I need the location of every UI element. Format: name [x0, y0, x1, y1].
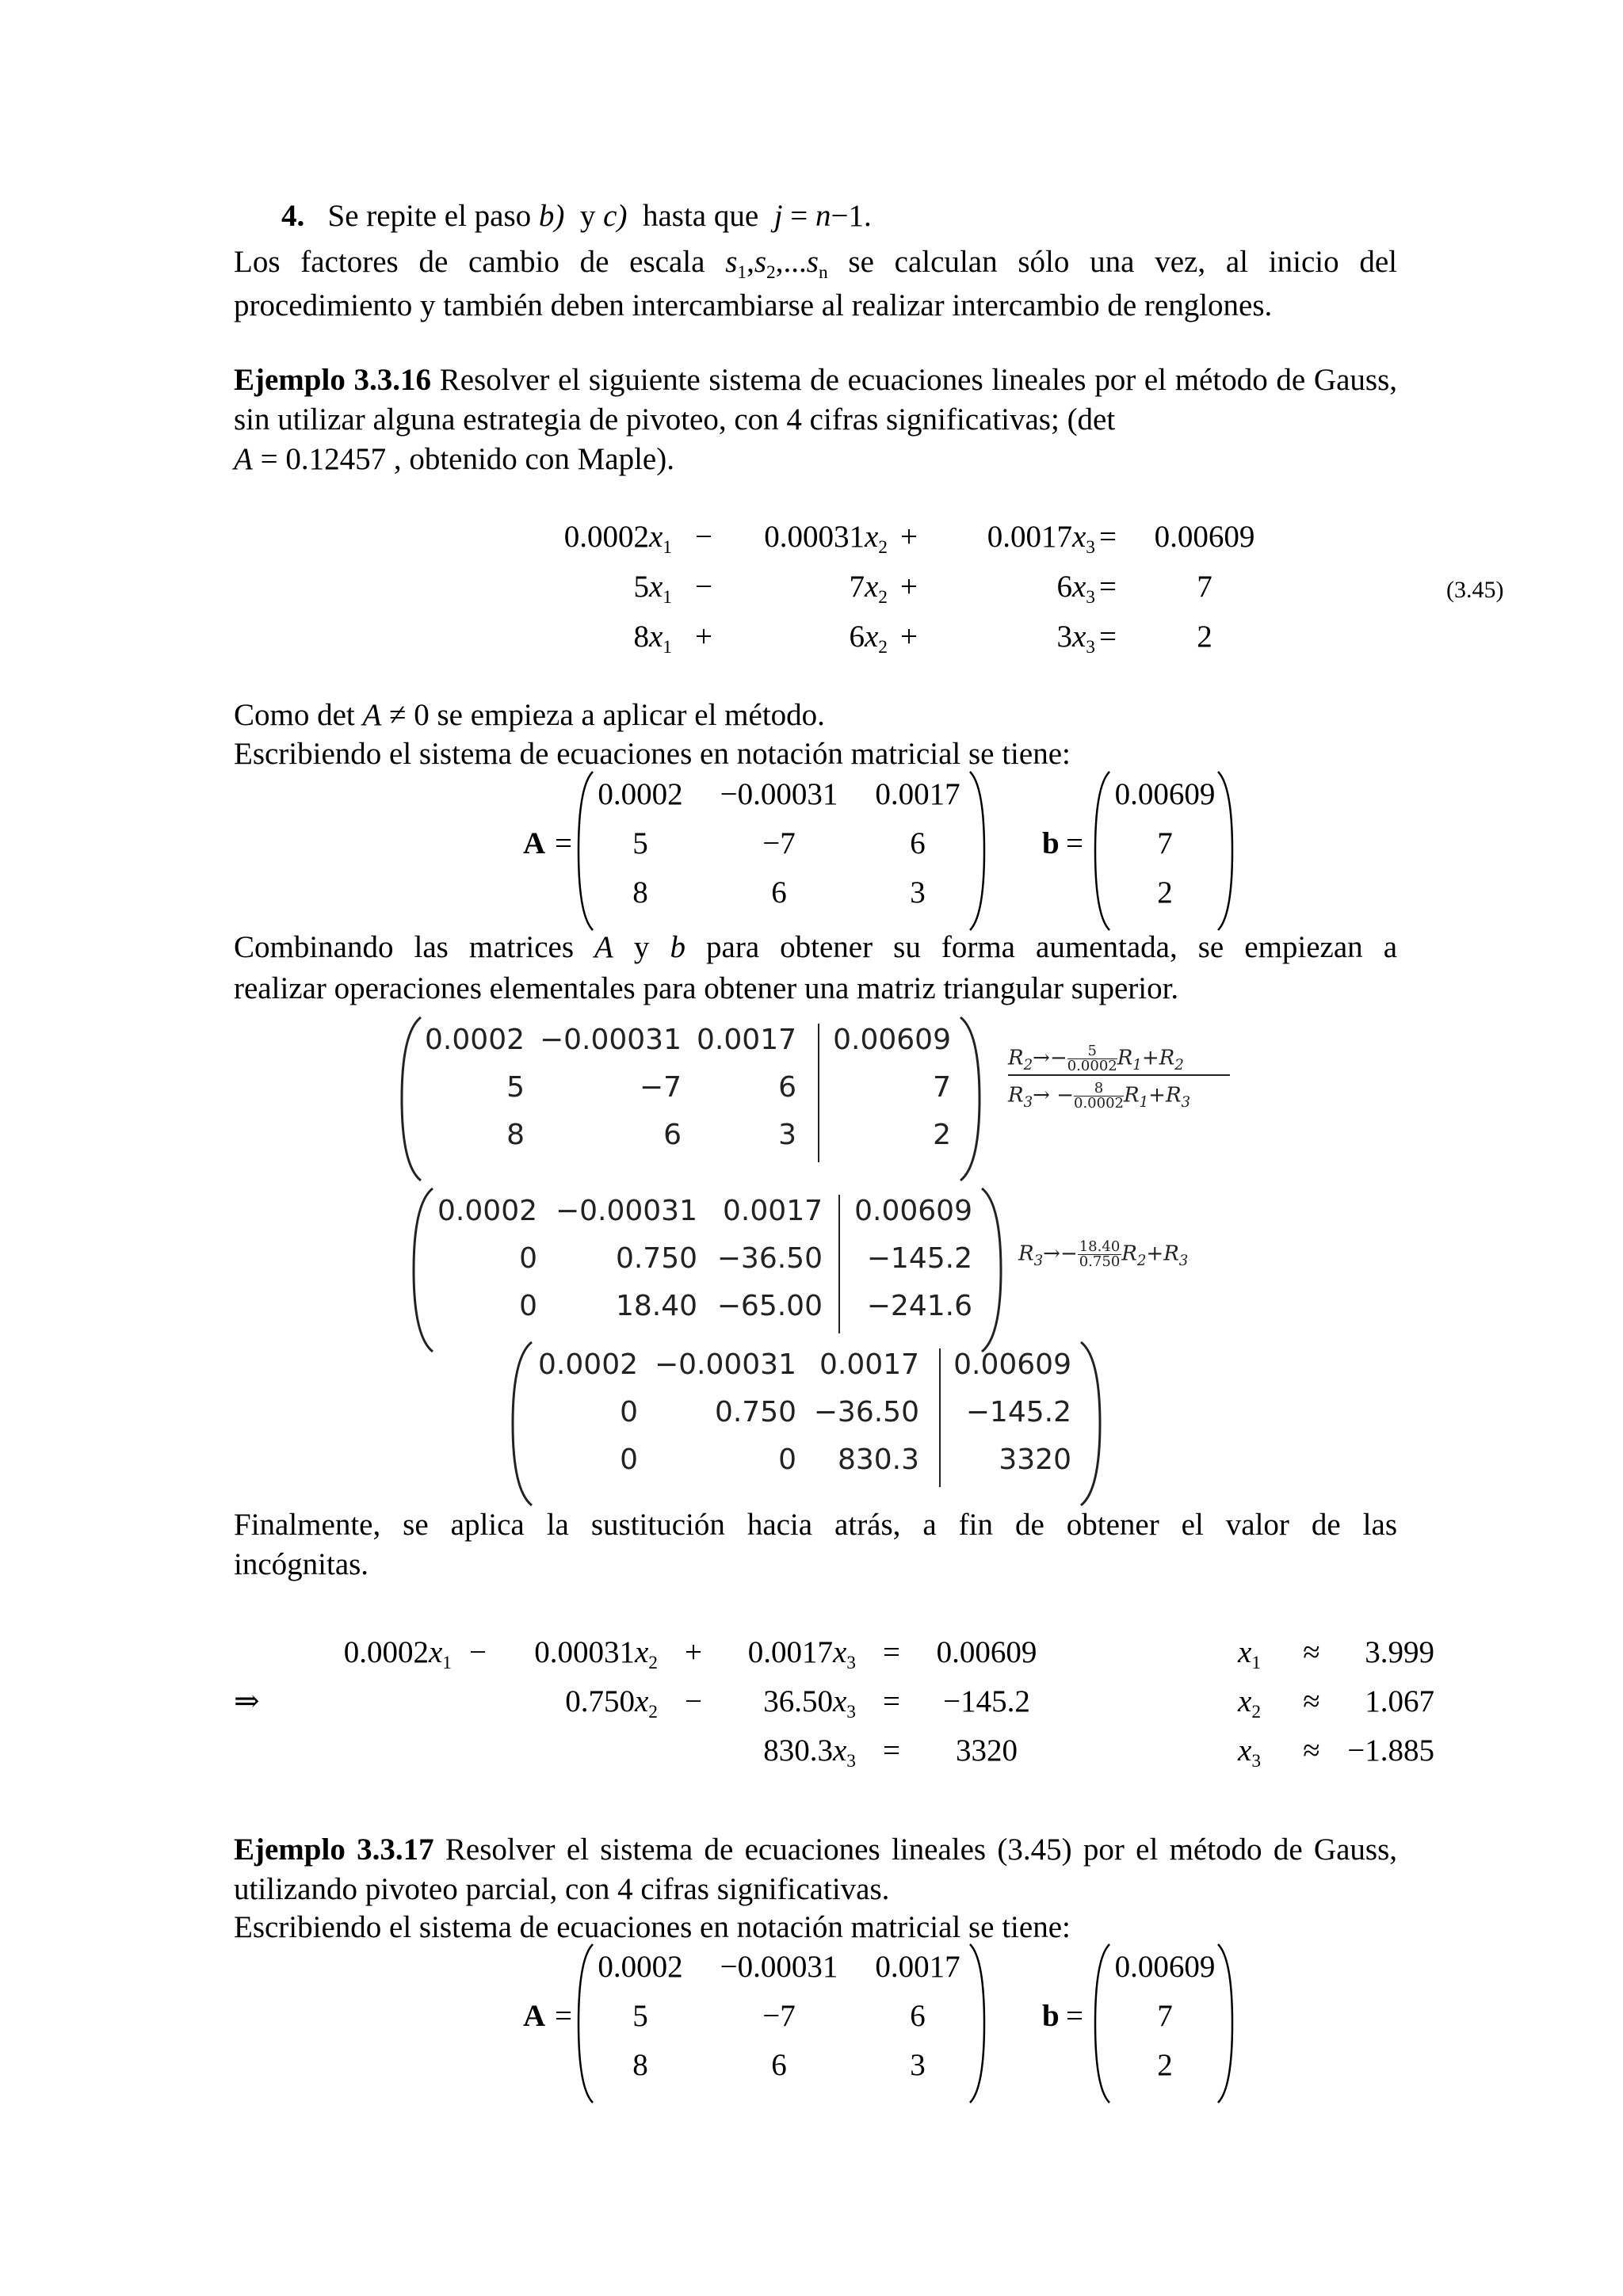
comb-and: y: [633, 930, 650, 964]
var-x: x: [832, 1635, 847, 1669]
var-x: x: [648, 570, 663, 604]
comb-text-b: para obtener su forma aumentada, se empiezan a: [706, 930, 1398, 964]
var-s1: s: [725, 245, 738, 279]
subscript: 1: [1251, 1653, 1262, 1674]
combinando-paragraph: [234, 927, 1397, 1009]
para1-line2: procedimiento y también deben intercambiarse al realizar intercambio de renglones.: [234, 288, 1273, 322]
coef: 7: [849, 570, 865, 604]
R: R: [1008, 1083, 1024, 1108]
subscript: 2: [648, 1653, 658, 1674]
equation-label: (3.45): [1446, 577, 1504, 603]
aug-cell: −65.00: [716, 1290, 823, 1322]
var-x: x: [1071, 520, 1086, 554]
rhs: 0.00609: [936, 1635, 1037, 1669]
R: R: [1121, 1241, 1137, 1266]
equals: =: [883, 1684, 900, 1718]
escribiendo-line: Escribiendo el sistema de ecuaciones en notación matricial se tiene:: [234, 737, 1071, 771]
var-A: A: [234, 442, 253, 476]
step-text: Se repite el paso: [327, 199, 532, 233]
aug-cell: 0: [620, 1444, 638, 1476]
var-j: j: [773, 199, 783, 233]
coef: 0.00031: [764, 520, 865, 554]
sub: 2: [1136, 1252, 1147, 1269]
aug-cell: 0.0017: [723, 1195, 823, 1227]
right-paren: [980, 1187, 1002, 1353]
coef: 0.0017: [747, 1635, 833, 1669]
como-det-line: [234, 697, 825, 733]
coef: 0.0002: [563, 520, 649, 554]
R: R: [1163, 1241, 1179, 1266]
step-number: 4.: [281, 199, 305, 233]
vector-cell: 2: [1157, 2048, 1173, 2082]
subscript: 2: [878, 587, 888, 608]
como-text-b: se empieza a aplicar el método.: [437, 698, 825, 732]
step-4-line: [281, 194, 872, 238]
comma: ,: [747, 245, 754, 279]
example-3-3-17: [234, 1830, 1397, 1909]
matrix-cell: 0.0002: [598, 777, 683, 811]
comb-text-a: Combinando las matrices: [234, 930, 574, 964]
not-equal-zero: ≠ 0: [389, 698, 430, 732]
var-b: b: [670, 930, 685, 964]
aug-cell: −0.00031: [555, 1195, 697, 1227]
sub: 3: [1181, 1093, 1191, 1111]
approx: ≈: [1303, 1635, 1320, 1669]
solution-var: [1238, 1684, 1262, 1723]
aug-cell: 0.750: [714, 1396, 796, 1428]
matrix-cell: 6: [910, 1999, 926, 2033]
subscript: 3: [1086, 637, 1095, 658]
matrix-cell: 0.0002: [598, 1950, 683, 1984]
aug-cell: 0.0002: [425, 1024, 525, 1056]
example-label: Ejemplo 3.3.17: [234, 1833, 434, 1867]
para1-text-a: Los factores de cambio de escala: [234, 245, 705, 279]
matrix-cell: −0.00031: [720, 777, 838, 811]
matrix-cell: 6: [771, 2048, 787, 2082]
aug-cell: 0.0017: [819, 1348, 919, 1381]
aug-cell: −0.00031: [654, 1348, 796, 1381]
sub-n: n: [818, 262, 828, 284]
coef: 0.750: [565, 1684, 635, 1718]
fin-line2: incógnitas.: [234, 1547, 369, 1581]
right-paren: [1216, 1943, 1234, 2104]
subscript: 2: [1251, 1702, 1262, 1723]
step-ref-b: b): [538, 199, 565, 233]
subscript: 3: [1251, 1751, 1262, 1772]
subscript: 3: [1086, 537, 1095, 559]
R: R: [1117, 1046, 1133, 1070]
solution-var: [1238, 1733, 1262, 1772]
matrix-cell: 6: [910, 826, 926, 860]
operator: +: [900, 570, 918, 604]
aug-cell: −145.2: [965, 1396, 1071, 1428]
sub: 3: [1033, 1252, 1044, 1269]
subscript: 3: [846, 1653, 856, 1674]
coef: 5: [633, 570, 649, 604]
aug-cell: −145.2: [866, 1242, 972, 1275]
operator: −: [695, 520, 712, 554]
system-term: [713, 519, 888, 559]
system-term: [713, 619, 888, 658]
fin-line1: Finalmente, se aplica la sustitución hacia atrás, a fin de obtener el valor de las: [234, 1508, 1397, 1542]
vector-cell: 0.00609: [1114, 1950, 1216, 1984]
var-x: x: [648, 520, 663, 554]
operator: +: [900, 520, 918, 554]
equals: =: [1099, 520, 1117, 554]
augment-bar: [939, 1348, 941, 1487]
subscript: 1: [663, 537, 672, 559]
back-term: [507, 1634, 658, 1674]
sub-2: 2: [766, 262, 776, 284]
rhs: 3320: [956, 1733, 1018, 1768]
var-n: n: [815, 199, 831, 233]
coef: 0.0002: [343, 1635, 429, 1669]
matrix-cell: −7: [762, 1999, 796, 2033]
aug-cell: 0: [519, 1242, 537, 1275]
arrow: →−: [1033, 1046, 1067, 1070]
R: R: [1018, 1241, 1034, 1266]
aug-cell: 7: [933, 1071, 951, 1104]
back-term: [313, 1634, 452, 1674]
sub: 1: [1139, 1093, 1149, 1111]
operator: −: [695, 570, 712, 604]
system-term: [927, 569, 1095, 608]
var-x: x: [1071, 570, 1086, 604]
scale-factors-paragraph: [234, 240, 1397, 327]
coef: 0.0017: [987, 520, 1072, 554]
denominator: 0.0002: [1074, 1095, 1124, 1112]
example-3-3-16: [234, 360, 1397, 479]
fraction: [1067, 1044, 1117, 1074]
subscript: 3: [846, 1702, 856, 1723]
arrow: → −: [1033, 1083, 1074, 1108]
R: R: [1008, 1046, 1024, 1070]
var-x: x: [832, 1733, 847, 1768]
var-x: x: [1238, 1733, 1252, 1768]
matrix-A-label: A: [523, 826, 546, 860]
back-term: [721, 1684, 856, 1723]
aug-cell: 5: [506, 1071, 525, 1104]
back-term: [721, 1634, 856, 1674]
solution-value: −1.885: [1347, 1733, 1434, 1768]
subscript: 2: [878, 637, 888, 658]
equals: =: [1099, 570, 1117, 604]
row-op-line: [1008, 1044, 1190, 1074]
matrix-cell: 5: [632, 1999, 648, 2033]
aug-cell: −0.00031: [539, 1024, 682, 1056]
right-paren: [968, 770, 986, 932]
vector-b-label: b: [1042, 826, 1060, 860]
numerator: 18.40: [1079, 1238, 1121, 1255]
aug-cell: 2: [933, 1119, 951, 1151]
var-A: A: [594, 930, 613, 964]
aug-cell: 6: [663, 1119, 682, 1151]
var-x: x: [832, 1684, 847, 1718]
vector-cell: 2: [1157, 875, 1173, 910]
var-x: x: [428, 1635, 443, 1669]
var-x: x: [864, 620, 879, 654]
denominator: 0.750: [1079, 1253, 1121, 1270]
rhs: 2: [1197, 620, 1212, 654]
subscript: 1: [442, 1653, 452, 1674]
example-text: Resolver el sistema de ecuaciones lineales (3.45) por el método de Gauss, utilizando pivoteo parcial, con 4 cifras significativas.: [234, 1833, 1398, 1906]
system-term: [927, 519, 1095, 559]
aug-cell: 8: [506, 1119, 525, 1151]
coef: 6: [1056, 570, 1072, 604]
subscript: 1: [663, 587, 672, 608]
right-paren: [1216, 770, 1234, 932]
vector-cell: 7: [1157, 826, 1173, 860]
arrow-line: [1008, 1074, 1230, 1076]
aug-cell: 3320: [999, 1444, 1071, 1476]
system-term: [713, 569, 888, 608]
fraction: [1074, 1081, 1124, 1111]
var-sn: s: [806, 245, 819, 279]
plus: +: [1146, 1241, 1164, 1266]
aug-cell: 0.00609: [833, 1024, 951, 1056]
aug-cell: 0.00609: [854, 1195, 972, 1227]
sub: 2: [1174, 1056, 1184, 1074]
plus: +: [1141, 1046, 1159, 1070]
aug-cell: −241.6: [866, 1290, 972, 1322]
arrow: →−: [1043, 1241, 1078, 1266]
equals: =: [555, 826, 572, 860]
step-ref-c: c): [603, 199, 628, 233]
back-term: [721, 1733, 856, 1772]
operator: +: [685, 1635, 702, 1669]
vector-cell: 0.00609: [1114, 777, 1216, 811]
coef: 36.50: [763, 1684, 833, 1718]
aug-cell: 6: [778, 1071, 796, 1104]
aug-cell: 0.0002: [437, 1195, 537, 1227]
augment-bar: [838, 1195, 840, 1333]
aug-cell: 0.0002: [538, 1348, 638, 1381]
row-op-line: [1008, 1081, 1190, 1111]
matrix-cell: 5: [632, 826, 648, 860]
aug-cell: 0.0017: [697, 1024, 796, 1056]
solution-var: [1238, 1634, 1262, 1674]
system-term: [927, 619, 1095, 658]
subscript: 3: [846, 1751, 856, 1772]
equals: =: [1066, 1999, 1083, 2033]
operator: +: [695, 620, 712, 654]
matrix-cell: 0.0017: [875, 777, 960, 811]
aug-cell: −7: [639, 1071, 682, 1104]
var-x: x: [634, 1684, 649, 1718]
equals: =: [883, 1635, 900, 1669]
subscript: 2: [878, 537, 888, 559]
system-term: [444, 519, 672, 559]
example-text: Resolver el siguiente sistema de ecuaciones lineales por el método de Gauss, sin utilizar alguna estrategia de pivoteo, con 4 cifras significativas; (det: [234, 363, 1397, 437]
rhs: −145.2: [943, 1684, 1030, 1718]
aug-cell: 0: [620, 1396, 638, 1428]
sub: 1: [1132, 1056, 1142, 1074]
para1-text-b: se calculan sólo una vez, al inicio del: [848, 245, 1398, 279]
matrix-cell: 8: [632, 2048, 648, 2082]
equals: =: [1066, 826, 1083, 860]
coef: 830.3: [763, 1733, 833, 1768]
right-paren: [959, 1016, 981, 1182]
aug-cell: 0.750: [615, 1242, 697, 1275]
det-value: = 0.12457 , obtenido con Maple).: [260, 442, 674, 476]
right-paren: [968, 1943, 986, 2104]
aug-cell: −36.50: [716, 1242, 823, 1275]
system-term: [444, 619, 672, 658]
solution-value: 3.999: [1365, 1635, 1434, 1669]
minus-one: −1.: [831, 199, 872, 233]
var-x: x: [1238, 1684, 1252, 1718]
implies-arrow: ⇒: [234, 1684, 260, 1718]
subscript: 1: [663, 637, 672, 658]
step-and: y: [579, 199, 596, 233]
matrix-cell: 3: [910, 2048, 926, 2082]
equals: =: [1099, 620, 1117, 654]
var-x: x: [1238, 1635, 1252, 1669]
coef: 8: [633, 620, 649, 654]
R: R: [1159, 1046, 1175, 1070]
vector-cell: 7: [1157, 1999, 1173, 2033]
row-op-2: [1018, 1240, 1188, 1269]
right-paren: [1079, 1341, 1102, 1507]
sub: 2: [1023, 1056, 1033, 1074]
operator: −: [685, 1684, 702, 1718]
matrix-cell: 8: [632, 875, 648, 910]
R: R: [1123, 1083, 1140, 1108]
var-A: A: [362, 698, 382, 732]
comb-line2: realizar operaciones elementales para obtener una matriz triangular superior.: [234, 971, 1179, 1005]
var-x: x: [1071, 620, 1086, 654]
approx: ≈: [1303, 1733, 1320, 1768]
R: R: [1165, 1083, 1182, 1108]
fraction: [1078, 1240, 1122, 1269]
matrix-cell: 0.0017: [875, 1950, 960, 1984]
numerator: 8: [1074, 1081, 1124, 1097]
var-s2: s: [754, 245, 767, 279]
sub-1: 1: [737, 262, 747, 284]
matrix-cell: 3: [910, 875, 926, 910]
rhs: 7: [1197, 570, 1212, 604]
matrix-A-label: A: [523, 1999, 546, 2033]
coef: 3: [1056, 620, 1072, 654]
subscript: 3: [1086, 587, 1095, 608]
row-op-1: [1008, 1044, 1190, 1111]
equals: =: [883, 1733, 900, 1768]
aug-cell: −36.50: [813, 1396, 919, 1428]
escribiendo-line-2: Escribiendo el sistema de ecuaciones en notación matricial se tiene:: [234, 1910, 1071, 1944]
aug-cell: 830.3: [837, 1444, 919, 1476]
numerator: 5: [1067, 1044, 1117, 1059]
sub: 3: [1178, 1252, 1189, 1269]
var-x: x: [648, 620, 663, 654]
plus: +: [1148, 1083, 1166, 1108]
aug-cell: 3: [778, 1119, 796, 1151]
operator: −: [469, 1635, 487, 1669]
system-term: [444, 569, 672, 608]
operator: +: [900, 620, 918, 654]
denominator: 0.0002: [1067, 1058, 1117, 1074]
var-x: x: [864, 570, 879, 604]
step-until: hasta que: [642, 199, 759, 233]
aug-cell: 0: [778, 1444, 796, 1476]
approx: ≈: [1303, 1684, 1320, 1718]
aug-cell: 0: [519, 1290, 537, 1322]
aug-cell: 0.00609: [953, 1348, 1071, 1381]
rhs: 0.00609: [1154, 520, 1255, 554]
solution-value: 1.067: [1365, 1684, 1434, 1718]
example-label: Ejemplo 3.3.16: [234, 363, 432, 397]
vector-b-label: b: [1042, 1999, 1060, 2033]
coef: 6: [849, 620, 865, 654]
sub: 3: [1023, 1093, 1033, 1111]
equals: =: [555, 1999, 572, 2033]
matrix-cell: −0.00031: [720, 1950, 838, 1984]
subscript: 2: [648, 1702, 658, 1723]
matrix-cell: −7: [762, 826, 796, 860]
augment-bar: [818, 1024, 819, 1162]
finalmente-paragraph: [234, 1505, 1397, 1585]
equals: =: [790, 199, 808, 233]
var-x: x: [864, 520, 879, 554]
como-text-a: Como det: [234, 698, 355, 732]
back-term: [507, 1684, 658, 1723]
var-x: x: [634, 1635, 649, 1669]
coef: 0.00031: [534, 1635, 635, 1669]
matrix-cell: 6: [771, 875, 787, 910]
ellipsis: ,...: [775, 245, 807, 279]
aug-cell: 18.40: [615, 1290, 697, 1322]
